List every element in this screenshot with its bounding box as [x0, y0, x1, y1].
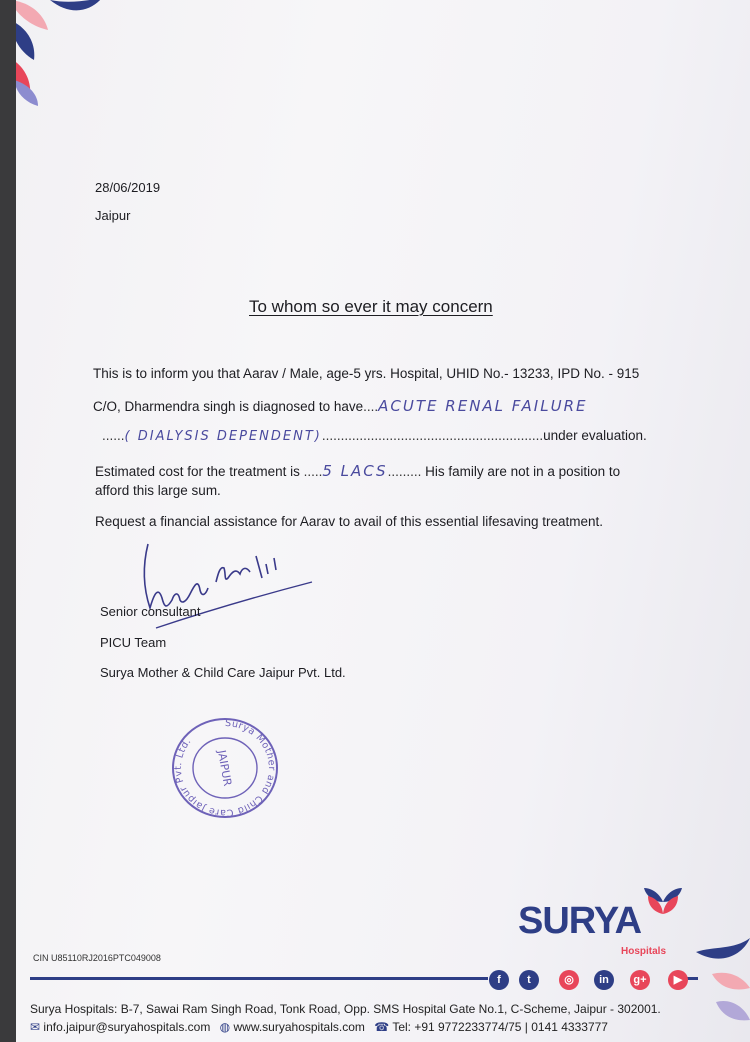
letter-line-3	[102, 428, 647, 444]
brand-leaf-decoration-bottom	[688, 932, 750, 1042]
letter-page	[16, 0, 750, 1042]
globe-icon: ◍	[219, 1020, 231, 1034]
dots: ....	[363, 399, 379, 414]
linkedin-icon[interactable]: in	[594, 970, 614, 990]
letter-place: Jaipur	[95, 208, 131, 223]
line3-suffix: under evaluation.	[543, 428, 647, 443]
signatory-role: Senior consultant	[100, 604, 201, 619]
letter-line-2	[93, 397, 587, 415]
brand-sub: Hospitals	[621, 946, 667, 957]
signatory-team: PICU Team	[100, 635, 167, 650]
surya-logo-mark	[642, 882, 684, 918]
letter-cost-line-2: afford this large sum.	[95, 483, 221, 498]
brand-leaf-decoration-top	[16, 0, 100, 110]
phone-icon: ☎	[374, 1020, 390, 1034]
footer-address: Surya Hospitals: B-7, Sawai Ram Singh Road, Tonk Road, Opp. SMS Hospital Gate No.1, C-Scheme, Jaipur - 302001.	[30, 1002, 661, 1016]
letter-title: To whom so ever it may concern	[249, 297, 493, 316]
footer-divider	[30, 977, 488, 980]
signatory-organization: Surya Mother & Child Care Jaipur Pvt. Ltd.	[100, 665, 346, 680]
letter-cost-line	[95, 462, 620, 480]
cin-number: CIN U85110RJ2016PTC049008	[33, 953, 161, 963]
facebook-icon[interactable]: f	[489, 970, 509, 990]
line2-text: C/O, Dharmendra singh is diagnosed to have	[93, 399, 364, 414]
footer-email[interactable]: info.jaipur@suryahospitals.com	[43, 1020, 211, 1034]
handwritten-diagnosis: ACUTE RENAL FAILURE	[378, 397, 588, 415]
brand-name: SURYA	[518, 900, 642, 942]
footer-website[interactable]: www.suryahospitals.com	[233, 1020, 365, 1034]
dots: ......	[102, 428, 125, 443]
handwritten-signature	[116, 538, 316, 638]
twitter-icon[interactable]: t	[519, 970, 539, 990]
hospital-stamp	[166, 714, 284, 818]
instagram-icon[interactable]: ◎	[559, 970, 579, 990]
googleplus-icon[interactable]: g+	[630, 970, 650, 990]
footer-tel: Tel: +91 9772233774/75 | 0141 4333777	[392, 1020, 608, 1034]
cost-prefix: Estimated cost for the treatment is	[95, 464, 300, 479]
footer-contact-row	[30, 1020, 608, 1034]
dots: ...........................................................	[321, 428, 544, 443]
dots: .........	[387, 464, 426, 479]
handwritten-diagnosis-2: ( DIALYSIS DEPENDENT)	[124, 429, 322, 444]
stamp-ring-text: Surya Mother and Child Care Jaipur Pvt. Ltd.	[172, 717, 277, 818]
letter-line-1: This is to inform you that Aarav / Male, age-5 yrs. Hospital, UHID No.- 13233, IPD No. - 915	[93, 366, 640, 381]
youtube-icon[interactable]: ▶	[668, 970, 688, 990]
email-icon: ✉	[30, 1020, 41, 1034]
letter-date: 28/06/2019	[95, 180, 161, 195]
dots: .....	[299, 464, 323, 479]
cost-suffix: His family are not in a position to	[425, 464, 621, 479]
handwritten-cost: 5 LACS	[322, 462, 388, 480]
stamp-center-text: JAIPUR	[214, 749, 235, 788]
letter-request: Request a financial assistance for Aarav to avail of this essential lifesaving treatment.	[95, 514, 604, 529]
